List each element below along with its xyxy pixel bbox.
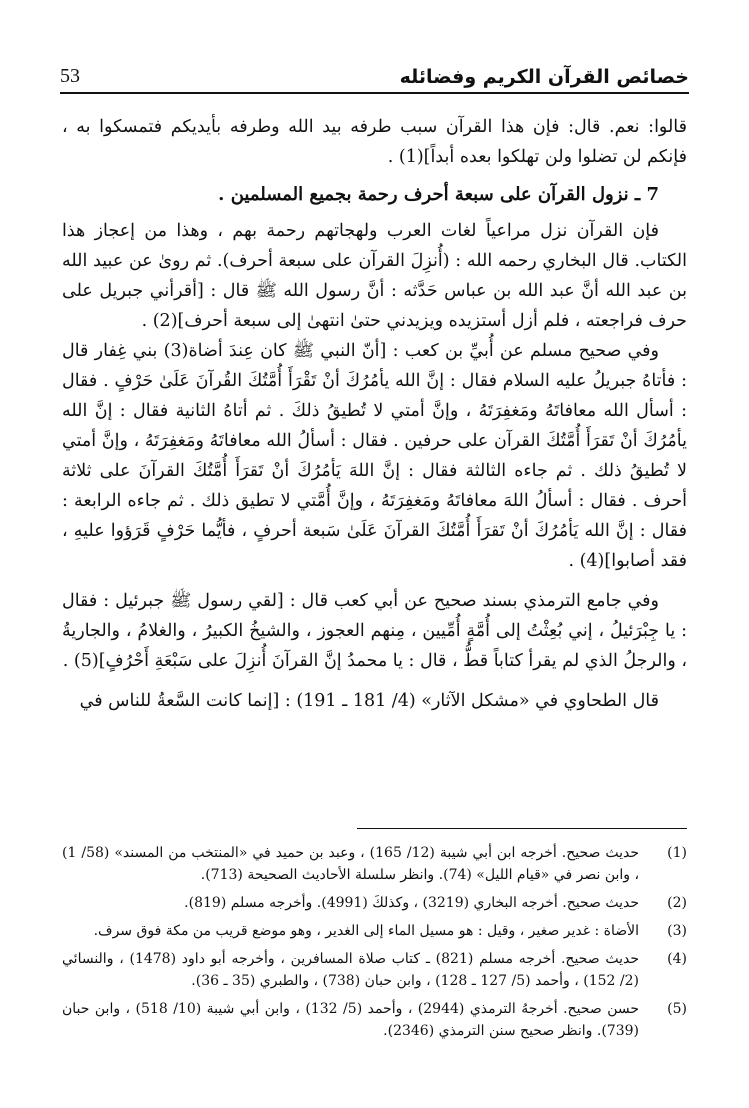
page-header [60,56,689,88]
paragraph: قالوا: نعم. قال: فإن هذا القرآن سبب طرفه بيد الله وطرفه بأيديكم فتمسكوا به ، فإنكم لن تضلوا ولن تهلكوا بعده أبداً](1) . [62,117,687,167]
footnote-number: (4) [667,951,687,967]
footnote-number: (3) [667,923,687,939]
footnote-number: (2) [667,895,687,911]
footnote-number: (1) [667,845,687,861]
paragraph: قال الطحاوي في «مشكل الآثار» (4/ 181 ـ 191) : [إنما كانت السَّعةُ للناس في [79,691,659,711]
paragraph-gap [62,576,687,586]
paragraph: وفي جامع الترمذي بسند صحيح عن أبي كعب قال : [لقي رسول ﷺ جبرئيل : فقال : يا جِبْرَئيلُ ، إني بُعِثْتُ إلى أُمَّةٍ أُمِّيين ، مِنهم العجوز ، والشيخُ الكبيرُ ، والغلامُ ، والجاريةُ ، والرجلُ الذي لم يقرأ كتاباً قطُّ ، قال : يا محمدُ إنَّ القرآنَ أُنزِلَ على سَبْعَةِ أَحْرُفٍ](5) . [62,591,687,671]
footnote-number: (5) [667,1001,687,1017]
paragraph: وفي صحيح مسلم عن أُبيِّ بن كعب : [أنّ النبي ﷺ كان عِندَ أضاة(3) بني غِفار قال : فأتاهُ جبريلُ عليه السلام فقال : إنَّ الله يأمُرُكَ أنْ تَقْرَأَ أُمَّتُكَ القُرآنَ عَلَىٰ حَرْفٍ . فقال : أسأل الله معافاتَهُ ومَغفِرَتَهُ ، وإنَّ أمتي لا تُطيقُ ذلكَ . ثم أتاهُ الثانية فقال : إنَّ الله يأمُرُكَ أنْ تَقرَأَ أُمَّتُكَ القرآن على حرفين . فقال : أسألُ الله معافاتَهُ ومَغفِرَتَهُ ، وإنَّ أمتي لا تُطيقُ ذلك . ثم جاءه الثالثة فقال : إنَّ اللهَ يَأمُرُكَ أنْ تَقرَأَ أُمَّتُكَ القرآنَ على ثلاثة أحرف . فقال : أسألُ اللهَ معافاتَهُ ومَغفِرَتَهُ ، وإنَّ أُمَّتي لا تطيق ذلك . ثم جاءه الرابعة : فقال : إنَّ الله يَأمُرُكَ أنْ تَقرَأَ أُمَّتُكَ القرآنَ عَلَىٰ سَبعة أحرفٍ ، فأيُّما حَرْفٍ قَرَؤوا عليهِ ، فقد أصابوا](4) . [62,341,687,571]
paragraph: فإن القرآن نزل مراعياً لغات العرب ولهجاتهم رحمة بهم ، وهذا من إعجاز هذا الكتاب. قال البخاري رحمه الله : (أُنزِلَ القرآن على سبعة أحرف). ثم روىٰ عن عبيد الله بن عبد الله أنَّ عبد الله بن عباس حَدَّثه : أنَّ رسول الله ﷺ قال : [أقرأني جبريل على حرف فراجعته ، فلم أزل أستزيده ويزيدني حتىٰ انتهىٰ إلى سبعة أحرف](2) . [62,221,687,331]
footnote-text: الأضاة : غدير صغير ، وقيل : هو مسيل الماء إلى الغدير ، وهو موضع قريب من مكة فوق سرف. [93,923,639,939]
footnote [62,998,687,1042]
footnote [62,892,687,914]
paragraph-gap [62,676,687,686]
footnote-separator [357,828,687,829]
footnote-text: حديث صحيح. أخرجه مسلم (821) ـ كتاب صلاة المسافرين ، وأخرجه أبو داود (1478) ، والنسائي (2/ 152) ، وأحمد (5/ 127 ـ 128) ، وابن حبان (738) ، والطبري (35 ـ 36). [62,951,640,989]
footnote [62,948,687,992]
footnote-text: حديث صحيح. أخرجه ابن أبي شيبة (12/ 165) ، وعبد بن حميد في «المنتخب من المسند» (58/ 1) ، وابن نصر في «قيام الليل» (74). وانظر سلسلة الأحاديث الصحيحة (713). [62,845,640,883]
footnote [62,842,687,886]
running-title: خصائص القرآن الكريم وفضائله [399,66,689,88]
footnote-text: حديث صحيح. أخرجه البخاري (3219) ، وكذلكَ (4991). وأخرجه مسلم (819). [184,895,639,911]
section-heading: 7 ـ نزول القرآن على سبعة أحرف رحمة بجميع المسلمين . [218,184,659,205]
page-number: 53 [60,65,80,87]
header-rule [60,92,689,94]
footnote [62,920,687,942]
footnotes [62,842,687,1048]
main-text [62,112,687,716]
footnote-text: حسن صحيح. أخرجهُ الترمذي (2944) ، وأحمد (5/ 132) ، وابن أبي شيبة (10/ 518) ، وابن حبان (739). وانظر صحيح سنن الترمذي (2346). [62,1001,639,1039]
